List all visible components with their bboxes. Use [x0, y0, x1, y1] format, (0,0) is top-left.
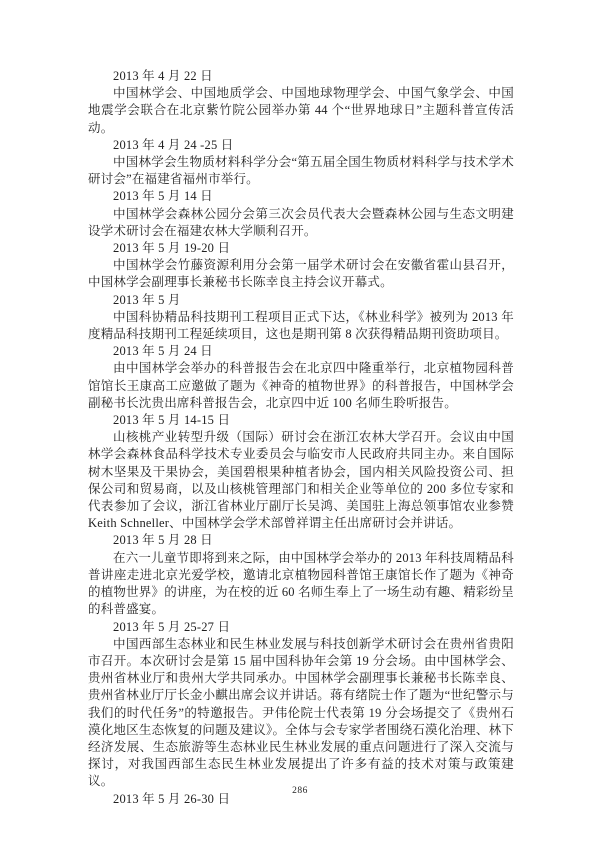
entry-body: 中国西部生态林业和民生林业发展与科技创新学术研讨会在贵州省贵阳市召开。本次研讨会是第 15 届中国科协年会第 19 分会场。由中国林学会、贵州省林业厅和贵州大学共同承办。中国林学会副理事长兼秘书长陈幸良、贵州省林业厅厅长金小麒出席会议并讲话。蒋有绪院士作了题为“世纪警示与我们的时代任务”的特邀报告。尹伟伦院士代表第 19 分会场提交了《贵州石漠化地区生态恢复的问题及建议》。全体与会专家学者围绕石漠化治理、林下经济发展、生态旅游等生态林业民生林业发展的重点问题进行了深入交流与探讨，对我国西部生态民生林业发展提出了许多有益的技术对策与政策建议。 [88, 636, 514, 789]
entry-body: 山核桃产业转型升级（国际）研讨会在浙江农林大学召开。会议由中国林学会森林食品科学技术专业委员会与临安市人民政府共同主办。来自国际树木坚果及干果协会，美国碧根果种植者协会，国内相关风险投资公司、担保公司和贸易商，以及山核桃管理部门和相关企业等单位的 200 多位专家和代表参加了会议，浙江省林业厅副厅长吴鸿、美国驻上海总领事馆农业参赞 Keith Schneller、中国林学会学术部曾祥谓主任出席研讨会并讲话。 [88, 430, 514, 531]
entry-date: 2013 年 5 月 28 日 [113, 533, 213, 548]
entry-date: 2013 年 4 月 24 -25 日 [113, 137, 234, 152]
entry-body: 由中国林学会举办的科普报告会在北京四中隆重举行，北京植物园科普馆馆长王康高工应邀做了题为《神奇的植物世界》的科普报告，中国林学会副秘书长沈贵出席科普报告会，北京四中近 100 名师生聆听报告。 [88, 361, 514, 410]
entry-body: 中国林学会、中国地质学会、中国地球物理学会、中国气象学会、中国地震学会联合在北京紫竹院公园举办第 44 个“世界地球日”主题科普宣传活动。 [88, 86, 514, 135]
entry-date: 2013 年 5 月 14 日 [113, 189, 213, 204]
entry-date: 2013 年 5 月 [113, 292, 181, 307]
entry-date: 2013 年 5 月 14-15 日 [113, 413, 231, 428]
entry-date: 2013 年 4 月 22 日 [113, 69, 213, 83]
entry-body: 中国林学会森林公园分会第三次会员代表大会暨森林公园与生态文明建设学术研讨会在福建农林大学顺利召开。 [88, 206, 514, 238]
entry-body: 中国林学会竹藤资源利用分会第一届学术研讨会在安徽省霍山县召开，中国林学会副理事长兼秘书长陈幸良主持会议开幕式。 [88, 258, 514, 290]
chronicle-entries [88, 68, 514, 808]
entry-body: 中国林学会生物质材料科学分会“第五届全国生物质材料科学与技术学术研讨会”在福建省福州市举行。 [88, 155, 514, 187]
entry-body: 中国科协精品科技期刊工程项目正式下达，《林业科学》被列为 2013 年度精品科技期刊工程延续项目，这也是期刊第 8 次获得精品期刊资助项目。 [88, 309, 514, 342]
entry-date: 2013 年 5 月 26-30 日 [113, 791, 231, 806]
entry-date: 2013 年 5 月 25-27 日 [113, 619, 231, 634]
page-number: 286 [292, 786, 308, 796]
entry-date: 2013 年 5 月 19-20 日 [113, 241, 231, 256]
entry-date: 2013 年 5 月 24 日 [113, 344, 213, 359]
entry-body: 在六一儿童节即将到来之际，由中国林学会举办的 2013 年科技周精品科普讲座走进北京光爱学校，邀请北京植物园科普馆王康馆长作了题为《神奇的植物世界》的讲座，为在校的近 60 名师生奉上了一场生动有趣、精彩纷呈的科普盛宴。 [88, 550, 514, 617]
